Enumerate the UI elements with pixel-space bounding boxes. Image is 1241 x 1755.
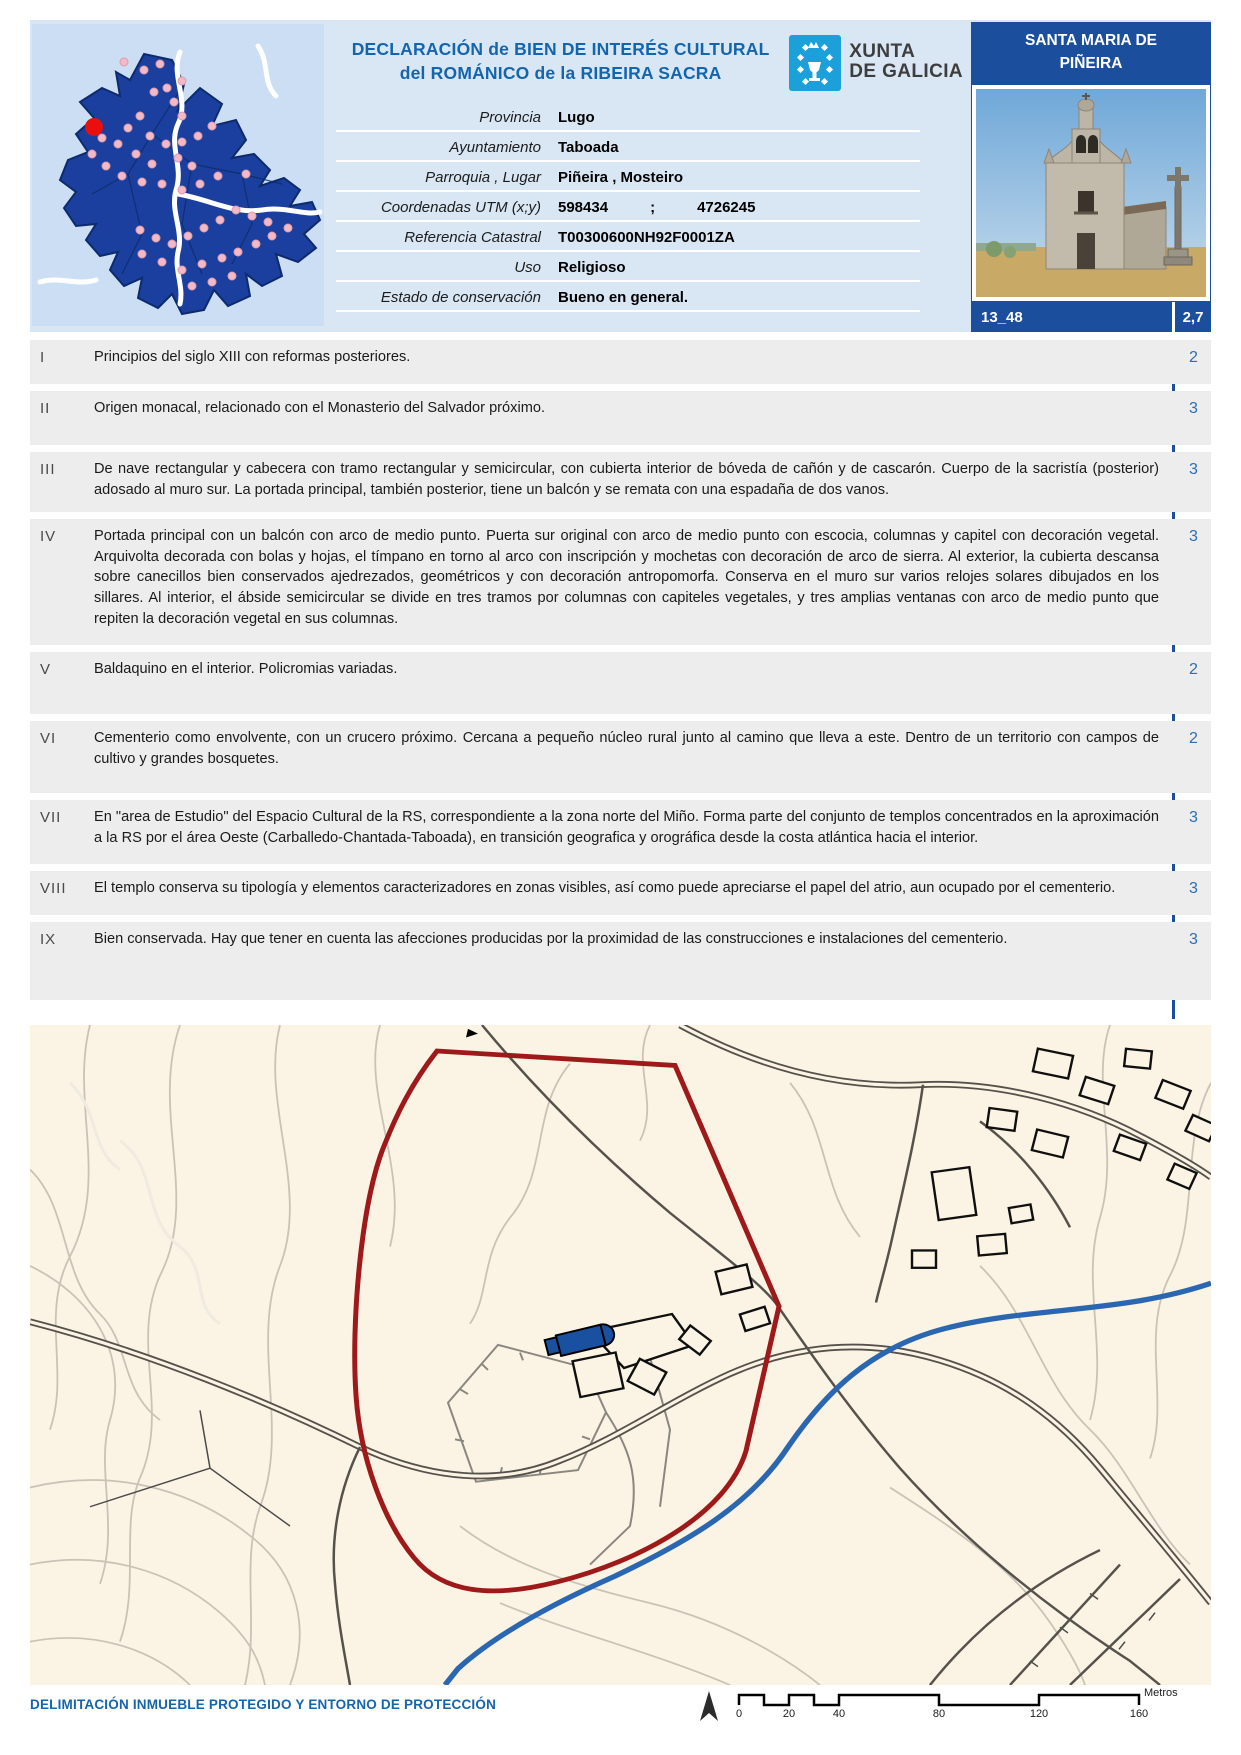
criteria-score: 2 bbox=[1189, 661, 1198, 678]
monument-name-line2: PIÑEIRA bbox=[1059, 55, 1123, 73]
field-value: T00300600NH92F0001ZA bbox=[558, 229, 735, 246]
criteria-numeral: II bbox=[40, 400, 51, 417]
field-value: Bueno en general. bbox=[558, 289, 689, 306]
criteria-numeral: VII bbox=[40, 809, 62, 826]
criteria-text: Bien conservada. Hay que tener en cuenta las afecciones producidas por la proximidad de las construcciones e instalaciones del cementerio. bbox=[94, 931, 1008, 947]
form-field-row bbox=[336, 103, 920, 132]
criteria-row bbox=[30, 519, 1211, 645]
criteria-score: 3 bbox=[1189, 880, 1198, 897]
monument-name bbox=[971, 22, 1211, 85]
field-label: Estado de conservación bbox=[380, 289, 541, 306]
form-field-row bbox=[336, 133, 920, 162]
scale-tick: 120 bbox=[1029, 1708, 1049, 1720]
monument-score: 2,7 bbox=[1175, 302, 1211, 332]
field-separator: ; bbox=[650, 199, 656, 216]
form-field-row bbox=[336, 193, 920, 222]
scale-tick: 80 bbox=[932, 1708, 946, 1720]
criteria-score: 3 bbox=[1189, 809, 1198, 826]
criteria-text: Principios del siglo XIII con reformas posteriores. bbox=[94, 349, 411, 365]
map-caption: DELIMITACIÓN INMUEBLE PROTEGIDO Y ENTORNO DE PROTECCIÓN bbox=[30, 1697, 497, 1712]
page-title-line2: del ROMÁNICO de la RIBEIRA SACRA bbox=[399, 62, 722, 83]
criteria-text: Portada principal con un balcón con arco de medio punto. Puerta sur original con arco de medio punto con escocia, columnas y capitel con decoración vegetal. Arquivolta decorada con bolas y hojas, el tímpano en torno al arco con inscripción y mochetas con decoración de arco de sierra. Al exterior, la cubierta descansa sobre canecillos bien conservados ajedrezados, geométricos y con decoración antropomorfa. Conserva en el muro sur varios relojes solares dibujados en los sillares. Al interior, el ábside semicircular se divide en tres tramos por columnas con capiteles vegetales, y tres amplias ventanas con arco de medio punto que repiten la decoración vegetal en sus columnas. bbox=[94, 528, 1159, 627]
criteria-numeral: IV bbox=[40, 528, 57, 545]
field-value: Religioso bbox=[558, 259, 626, 276]
locator-map bbox=[32, 24, 324, 326]
criteria-text: El templo conserva su tipología y elementos caracterizadores en zonas visibles, así como puede apreciarse el papel del atrio, aun ocupado por el cementerio. bbox=[94, 880, 1116, 896]
form-field-row bbox=[336, 163, 920, 192]
form-field-row bbox=[336, 283, 920, 312]
criteria-text: Baldaquino en el interior. Policromias variadas. bbox=[94, 661, 398, 677]
criteria-row bbox=[30, 340, 1211, 384]
criteria-row bbox=[30, 452, 1211, 512]
xunta-logo-text-line1: XUNTA bbox=[849, 41, 916, 62]
page-title bbox=[336, 30, 785, 85]
xunta-logo bbox=[789, 30, 963, 91]
criteria-numeral: IX bbox=[40, 931, 57, 948]
scale-tick: 40 bbox=[832, 1708, 846, 1720]
form-field-row bbox=[336, 223, 920, 252]
criteria-text: Cementerio como envolvente, con un crucero próximo. Cercana a pequeño núcleo rural junto al camino que lleva a este. Dentro de un territorio con campos de cultivo y grandes bosquetes. bbox=[94, 730, 1159, 767]
criteria-numeral: I bbox=[40, 349, 46, 366]
criteria-row bbox=[30, 871, 1211, 915]
criteria-numeral: V bbox=[40, 661, 52, 678]
field-label: Uso bbox=[514, 259, 541, 276]
monument-code: 13_48 bbox=[971, 302, 1172, 332]
field-value: Taboada bbox=[558, 139, 619, 156]
locator-map-graphic bbox=[32, 24, 324, 326]
current-monument-dot bbox=[85, 118, 103, 136]
criteria-text: Origen monacal, relacionado con el Monasterio del Salvador próximo. bbox=[94, 400, 546, 416]
criteria-row bbox=[30, 391, 1211, 445]
scale-tick: 20 bbox=[782, 1708, 796, 1720]
scale-group bbox=[697, 1689, 1211, 1733]
monument-panel bbox=[971, 22, 1211, 332]
criteria-score: 3 bbox=[1189, 931, 1198, 948]
field-value: Piñeira , Mosteiro bbox=[558, 169, 684, 186]
cadastral-map bbox=[30, 1025, 1211, 1685]
criteria-score: 3 bbox=[1189, 528, 1198, 545]
criteria-text: En "area de Estudio" del Espacio Cultural de la RS, correspondiente a la zona norte del Miño. Forma parte del conjunto de templos concentrados en la aproximación a la RS por el área Oeste (Carballedo-Chantada-Taboada), en transición geografica y orográfica desde la costa atlántica hacia el interior. bbox=[94, 809, 1159, 846]
field-label: Coordenadas UTM (x;y) bbox=[380, 199, 541, 216]
map-footer bbox=[30, 1689, 1211, 1733]
header-band bbox=[30, 20, 1211, 332]
xunta-logo-text-line2: DE GALICIA bbox=[849, 61, 963, 83]
monument-name-line1: SANTA MARIA DE bbox=[1024, 32, 1158, 49]
scale-unit: Metros bbox=[1144, 1687, 1178, 1699]
field-value: Lugo bbox=[558, 109, 595, 126]
criteria-row bbox=[30, 922, 1211, 1000]
field-value: 598434 bbox=[558, 199, 609, 216]
form-field-row bbox=[336, 253, 920, 282]
criteria-row bbox=[30, 800, 1211, 864]
header-center bbox=[324, 20, 971, 332]
xunta-logo-text bbox=[841, 35, 963, 91]
criteria-rows bbox=[30, 340, 1211, 1000]
scale-tick: 160 bbox=[1129, 1708, 1149, 1720]
criteria-row bbox=[30, 652, 1211, 714]
criteria-section bbox=[30, 340, 1211, 1019]
criteria-numeral: VI bbox=[40, 730, 57, 747]
criteria-score: 3 bbox=[1189, 461, 1198, 478]
criteria-row bbox=[30, 721, 1211, 793]
xunta-logo-icon bbox=[789, 35, 841, 91]
field-value-2: 4726245 bbox=[697, 199, 756, 216]
criteria-numeral: III bbox=[40, 461, 56, 478]
form-fields bbox=[336, 103, 920, 312]
criteria-text: De nave rectangular y cabecera con tramo rectangular y semicircular, con cubierta interior de bóveda de cañón y de cascarón. Cuerpo de la sacristía (posterior) adosado al muro sur. La portada principal, también posterior, tiene un balcón y se remata con una espadaña de dos vanos. bbox=[94, 461, 1159, 498]
field-label: Ayuntamiento bbox=[449, 139, 541, 156]
monument-code-bar bbox=[971, 302, 1211, 332]
scale-bar bbox=[737, 1689, 1207, 1733]
field-label: Provincia bbox=[479, 109, 541, 126]
scale-tick: 0 bbox=[735, 1708, 743, 1720]
field-label: Parroquia , Lugar bbox=[425, 169, 541, 186]
field-label: Referencia Catastral bbox=[404, 229, 541, 246]
church-photo bbox=[971, 85, 1211, 302]
criteria-score: 2 bbox=[1189, 730, 1198, 747]
north-arrow-icon bbox=[697, 1689, 721, 1725]
criteria-score: 3 bbox=[1189, 400, 1198, 417]
criteria-score: 2 bbox=[1189, 349, 1198, 366]
page-title-line1: DECLARACIÓN de BIEN DE INTERÉS CULTURAL bbox=[351, 39, 770, 59]
criteria-numeral: VIII bbox=[40, 880, 67, 897]
